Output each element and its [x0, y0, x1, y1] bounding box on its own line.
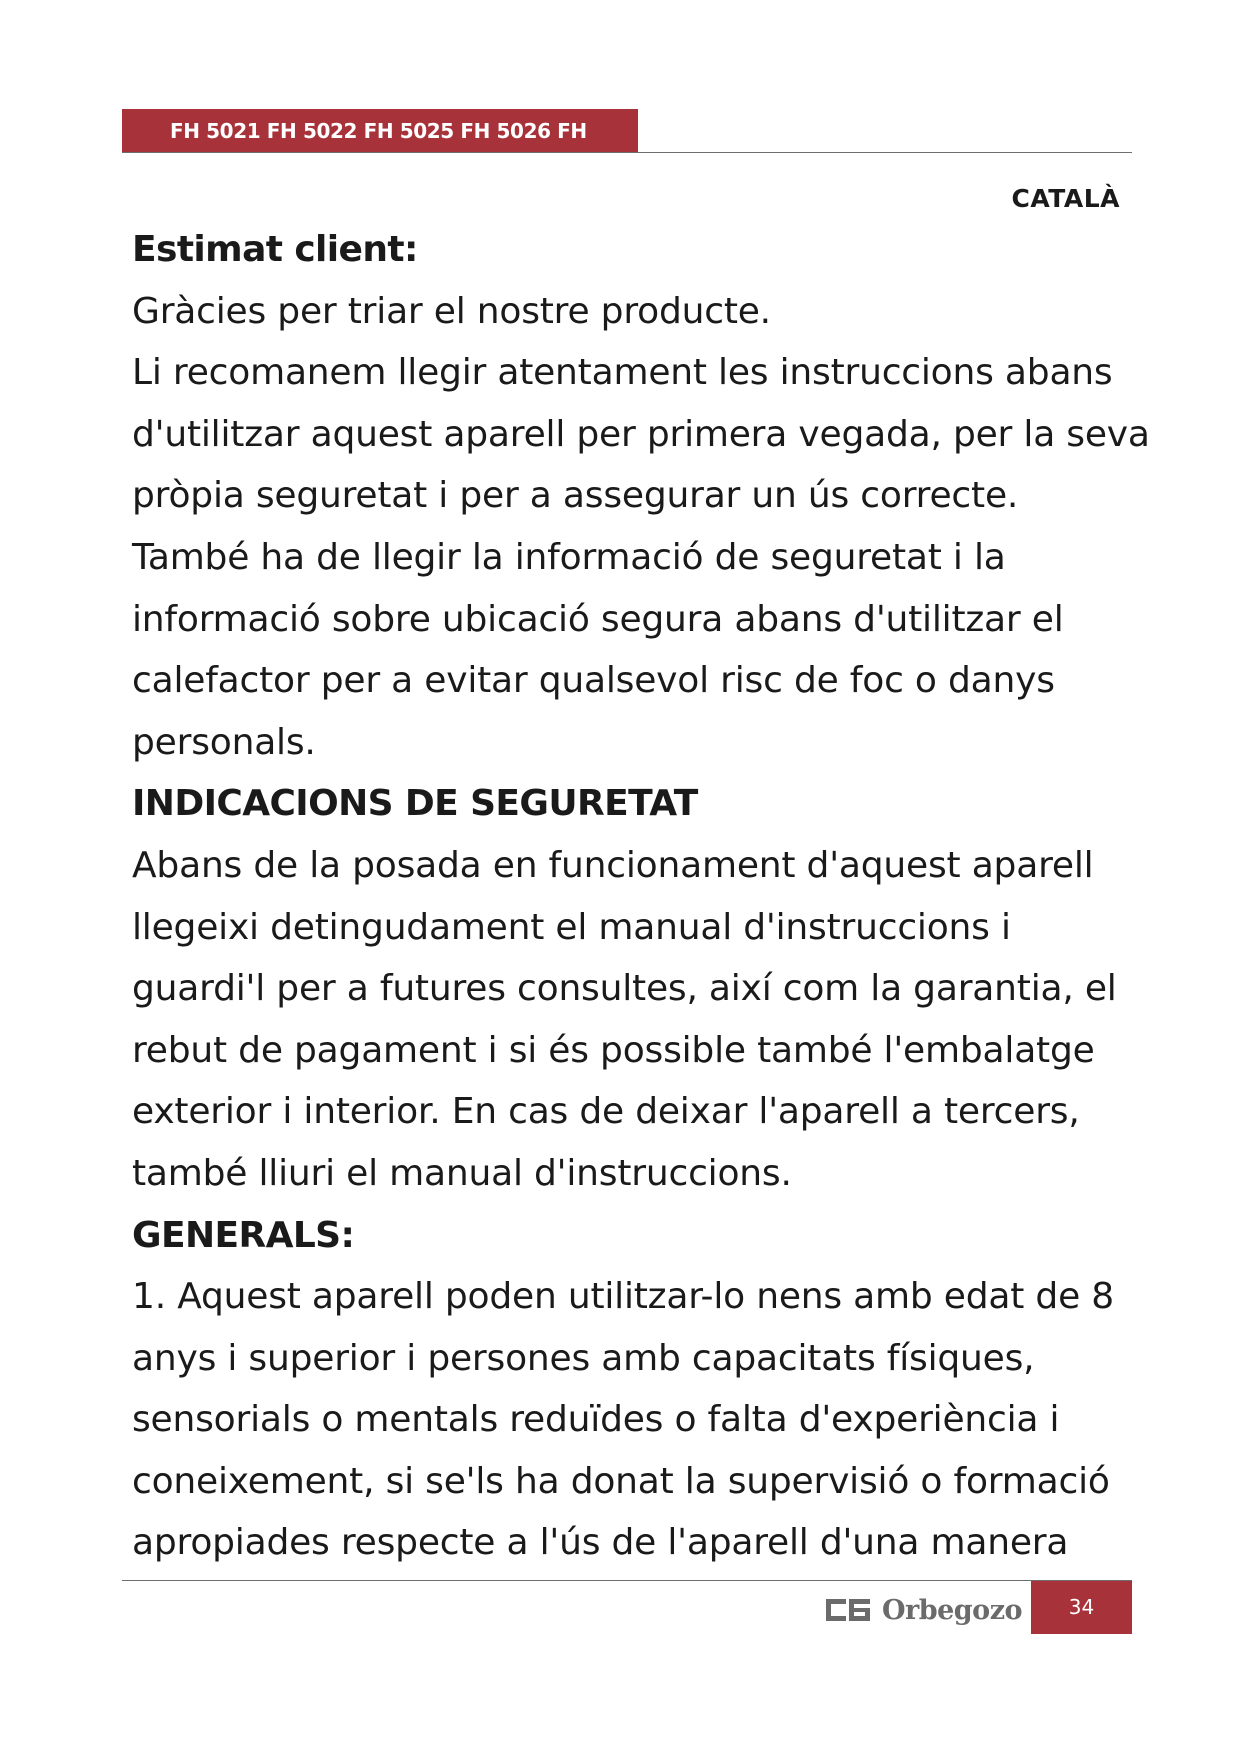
header-divider [122, 152, 1132, 153]
footer-divider [122, 1580, 1132, 1581]
general-line: 1. Aquest aparell poden utilitzar-lo nens amb edat de 8 [132, 1276, 1114, 1318]
safety-line: també lliuri el manual d'instruccions. [132, 1152, 792, 1194]
general-line: apropiades respecte a l'ús de l'aparell d'una manera [132, 1522, 1069, 1564]
intro-line: personals. [132, 721, 316, 763]
intro-line: informació sobre ubicació segura abans d'utilitzar el [132, 598, 1064, 640]
page-content [132, 219, 1150, 1574]
general-heading: GENERALS: [132, 1214, 355, 1256]
safety-line: guardi'l per a futures consultes, així com la garantia, el [132, 968, 1117, 1010]
brand-logo [826, 1590, 1022, 1630]
safety-line: llegeixi detingudament el manual d'instruccions i [132, 906, 1011, 948]
brand-name: Orbegozo [882, 1594, 1023, 1626]
language-label: CATALÀ [1011, 184, 1120, 213]
intro-line: calefactor per a evitar qualsevol risc de foc o danys [132, 660, 1055, 702]
safety-line: Abans de la posada en funcionament d'aquest aparell [132, 844, 1094, 886]
header-model-tab: FH 5021 FH 5022 FH 5025 FH 5026 FH 5036 [122, 109, 638, 153]
safety-line: rebut de pagament i si és possible també l'embalatge [132, 1029, 1095, 1071]
general-line: coneixement, si se'ls ha donat la supervisió o formació [132, 1460, 1110, 1502]
safety-heading: INDICACIONS DE SEGURETAT [132, 783, 698, 825]
safety-line: exterior i interior. En cas de deixar l'aparell a tercers, [132, 1091, 1080, 1133]
intro-line: d'utilitzar aquest aparell per primera vegada, per la seva [132, 413, 1150, 455]
greeting-heading: Estimat client: [132, 229, 418, 270]
intro-line: pròpia seguretat i per a assegurar un ús correcte. [132, 475, 1019, 517]
general-line: anys i superior i persones amb capacitats físiques, [132, 1337, 1035, 1379]
orbegozo-logo-icon [826, 1599, 870, 1621]
general-line: sensorials o mentals reduïdes o falta d'experiència i [132, 1399, 1060, 1441]
page-number: 34 [1031, 1581, 1132, 1634]
intro-line: Gràcies per triar el nostre producte. [132, 290, 771, 332]
intro-line: També ha de llegir la informació de seguretat i la [132, 536, 1006, 578]
intro-line: Li recomanem llegir atentament les instruccions abans [132, 352, 1113, 394]
